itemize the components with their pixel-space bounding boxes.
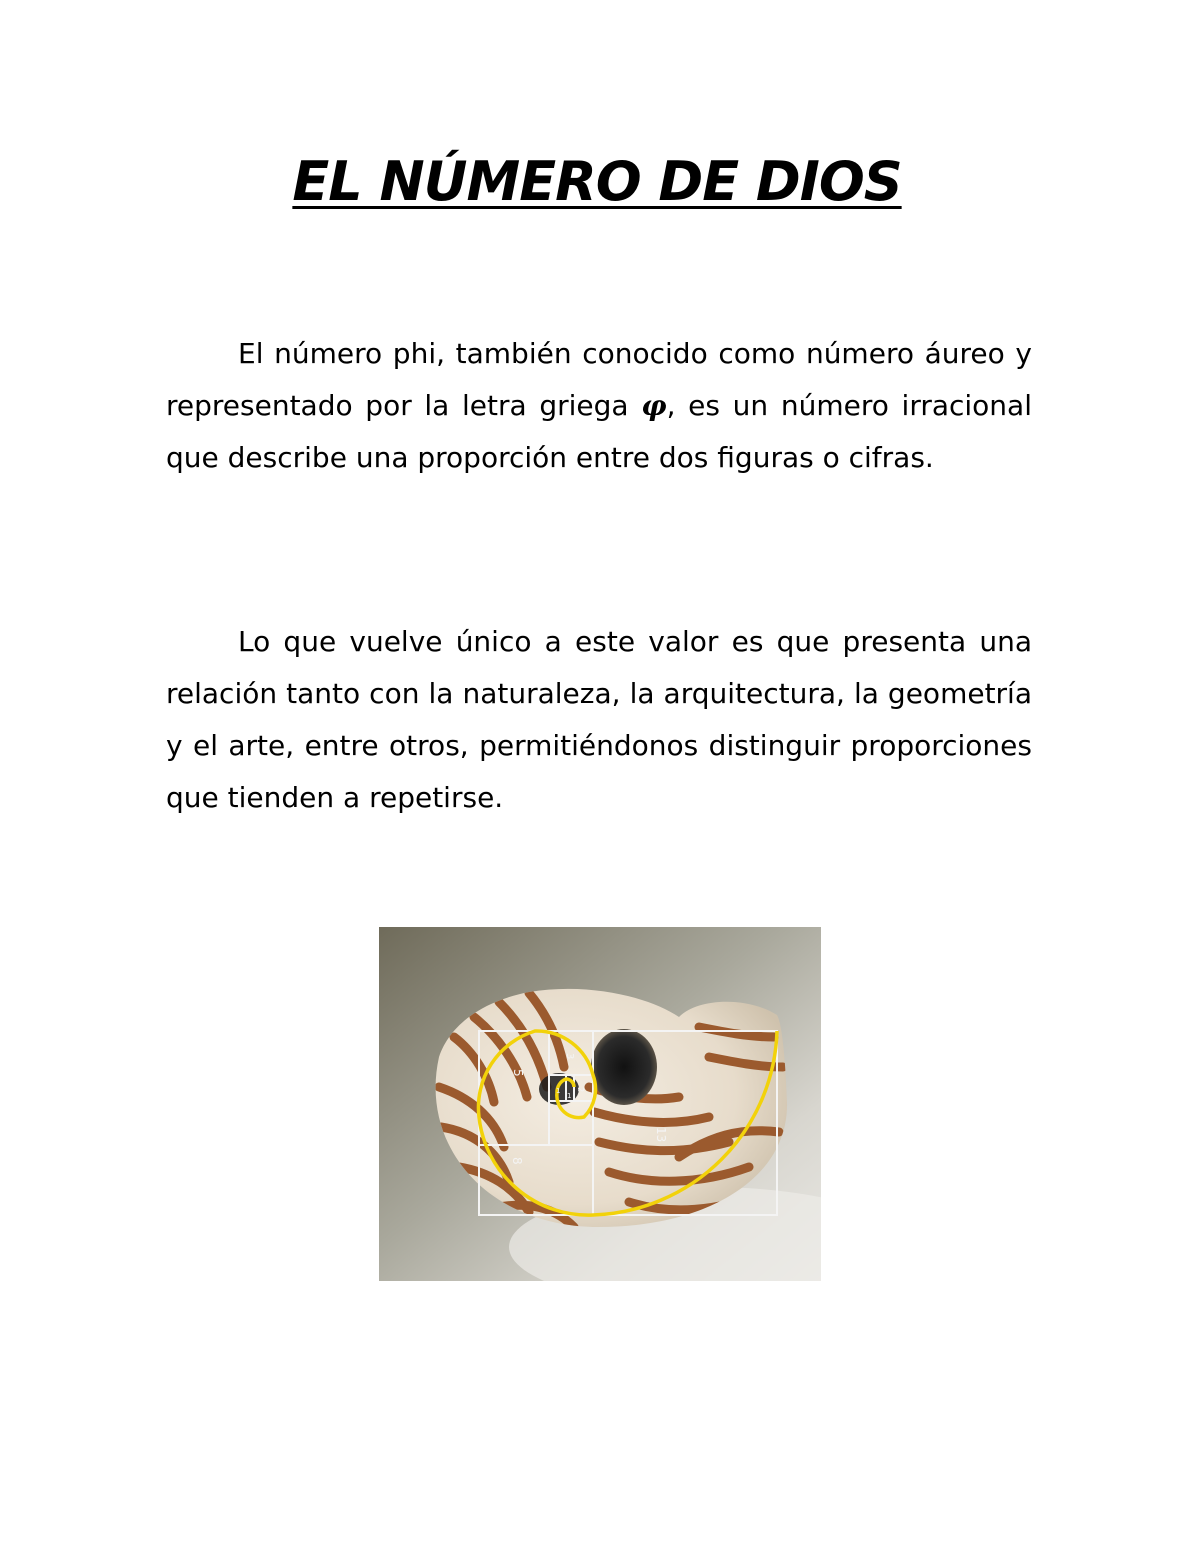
nautilus-shell-image <box>379 927 821 1281</box>
phi-symbol: φ <box>641 389 667 422</box>
paragraph-phi-definition <box>166 328 1032 484</box>
label-5: 5 <box>511 1069 525 1077</box>
nautilus-golden-spiral-illustration <box>379 927 821 1281</box>
paragraph1-text-start: El número phi, también conocido como número áureo y representado por la letra griega <box>166 337 1032 422</box>
document-title <box>0 150 1194 215</box>
title-text: EL NÚMERO DE DIOS <box>292 150 902 213</box>
paragraph1-text-end: , es un número irracional que describe una proporción entre dos figuras o cifras. <box>166 389 1032 474</box>
paragraph-phi-relations: Lo que vuelve único a este valor es que presenta una relación tanto con la naturaleza, la arquitectura, la geometría y el arte, entre otros, permitiéndonos distinguir proporciones que tienden a repetirse. <box>166 625 1032 814</box>
label-13: 13 <box>654 1127 668 1143</box>
label-2: 2 <box>576 1087 585 1093</box>
label-8: 8 <box>510 1157 524 1165</box>
label-1a: 1 <box>556 1087 561 1095</box>
label-1b: 1 <box>567 1092 572 1100</box>
label-3: 3 <box>564 1053 575 1060</box>
